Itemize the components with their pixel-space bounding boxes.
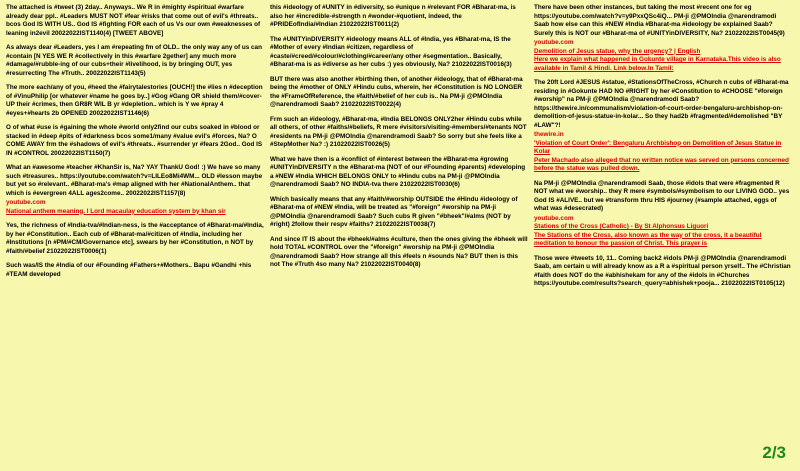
tweet-paragraph: Frm such an #ideology, #Bharat-ma, #India BELONGS ONLY2her #Hindu cubs while all others, of other #faiths/#beliefs, R mere #visitors/visiting-#members/#tenants NOT #residents na PM-ji @PMOIndia @narendramodi Saab? So sorry but she feels like a #StepMother Na? :) 21022022IST0026(5) — [270, 115, 527, 148]
link-preview-natgeo[interactable] — [6, 199, 264, 216]
tweet-paragraph: The more each/any of you, #heed the #fairytalestories [OUCH!] the #lies n #deception of #VinuPhilip [or whatever #name he goes by..] #Gog #Gang OR shield them/#cover-UP their #crimes, then GR8R WIL B yr #depletion.. which is Y we #pray 4 #eyes+#hearts 2b OPENED 20022022IST1146(6) — [6, 84, 263, 117]
tweet-paragraph: Yes, the richness of #India-tva/#Indian-ness, is the #acceptance of #Bharat-ma/#India, by her #Constitution.. Each cub of #Bharat-ma/#citizen of #India, including her #Institutions [n #PM/#CM/Governance etc], swears by her #Constitution, n NOT by #faith/#belief 21022022IST0006(1) — [6, 222, 264, 255]
link-preview-source: youtube.com — [534, 214, 574, 222]
link-preview-source: youtube.com — [6, 199, 46, 206]
link-preview-title[interactable]: National anthem meaning. l Lord macaulay education system by khan sir — [6, 207, 226, 215]
tweet-paragraph: What we have then is a #conflict of #interest between the #Bharat-ma #growing #UNITYinDIVERSITY n the #Bharat-ma (NOT of our #Founding #parents) #developing a #NEW #India WHICH BELONGS ONLY to #Hindu cubs na PM-ji @PMOIndia @narendramodi Saab? NO INDIA-tva there 21022022IST0030(6) — [270, 155, 526, 188]
link-preview-title[interactable]: Demolition of Jesus statue, why the urgency? | English — [534, 47, 701, 55]
column-middle — [270, 4, 528, 469]
tweet-paragraph: As always dear #Leaders, yes I am #repeating fm of OLD.. the only way any of us can #contain [N YES WE R #collectively in this #warfare 2gether] any much more #damage/#rubble-ing of our cubs+their #livelihood, is by bringing OUT, yes #resurrecting The #Truth.. 20022022IST1143(5) — [6, 44, 262, 77]
column-right — [534, 4, 792, 469]
tweet-paragraph: Such was/IS the #India of our #Founding #Fathers+#Mothers.. Bapu #Gandhi +his #TEAM developed — [6, 262, 252, 278]
tweet-paragraph: this #ideology of #UNITY in #diversity, so #unique n #relevant FOR #Bharat-ma, is also her #incredible-#strength n #wonder-#quotient, indeed, the #PRIDEofIndia/#Indian 21022022IST0011(2) — [270, 4, 516, 28]
tweet-paragraph: What an #awesome #teacher #KhanSir is, Na? YAY ThankU God! :) We have so many such #treasures.. https://youtube.com/watch?v=LILEo8Mi4WM... OLD #lesson maybe but yet so #relevant.. #Bharat-ma's #map aligned with her #NationalAnthem.. that which is #evergreen 4ALL ages2come.. 20022022IST1157(8) — [6, 164, 263, 197]
link-preview-source: thewire.in — [534, 131, 564, 138]
link-preview-description: Here we explain what happened in Gokunte village in Karnataka.This video is also available in Tamil & Hindi. Link below.In Tamil: — [534, 56, 781, 72]
link-preview-description: The Stations of the Cross, also known as the way of the cross, it a beautiful meditation to honour the passion of Christ. This prayer is — [534, 231, 762, 247]
tweet-paragraph: O of what #use is #gaining the whole #world only2find our cubs soaked in #blood or stacked in #deep #pits of #darkness bcos some1/many #value evil's #forces, Na? O COME AWAY frm the #shadows of evil's #threats.. #surrender yr #fears 2God.. God IS IN #CONTROL 20022022IST1150(7) — [6, 124, 263, 157]
tweet-paragraph: There have been other instances, but taking the most #recent one for eg https://youtube.com/watch?v=y9PxxQSc4iQ... PM-ji @PMOIndia @narendramodi Saab how else can this #NEW #India #Bharat-ma #ideology be explained Saab? Surely this is NOT our #Bharat-ma of #UNITYinDIVERSITY, Na? 21022022IST0045(9) — [534, 4, 785, 37]
tweet-paragraph: The attached is #tweet (3) 2day.. Anyways.. We R in #mighty #spiritual #warfare already dear ppl.. #Leaders MUST NOT #fear #risks that come out of evil's #threats.. bcos God IS WITH US.. God IS #fighting FOR each of us Vs our own #weaknesses of leaning in2evil 20022022IST1140(4) [TWEET ABOVE] — [6, 4, 261, 37]
link-preview-thewire[interactable] — [534, 131, 792, 174]
link-preview-title[interactable]: Stations of the Cross (Catholic) - By St Alphonsus Liguori — [534, 223, 709, 230]
link-preview-jesus-statue[interactable] — [534, 39, 792, 73]
link-preview-title[interactable]: 'Violation of Court Order': Bengaluru Archbishop on Demolition of Jesus Statue in Kolar — [534, 139, 782, 155]
tweet-paragraph: Na PM-ji @PMOIndia @narendramodi Saab, those #idols that were #fragmented R NOT what we #worship.. they R mere #symbols/#symbolism to our LIVING GOD.. yes God IS #ALIVE.. but we #transform thru HIS #journey (#sample attached, eggs of what was #desecrated) — [534, 179, 790, 212]
page-number: 2/3 — [762, 443, 786, 462]
tweet-paragraph: Those were #tweets 10, 11.. Coming back2 #idols PM-ji @PMOIndia @narendramodi Saab, am certain u will already know as a R a #spiritual person yrself.. The #Christian #faith does NOT do the #abhishekam for any of the #idols in #Churches https://youtube.com/results?search_query=abhishek+pooja... 21022022IST0105(12) — [534, 254, 791, 287]
link-preview-source: youtube.com — [534, 39, 574, 46]
tweet-paragraph: The #UNITYinDIVERSITY #ideology means ALL of #India, yes #Bharat-ma, IS the #Mother of every #Indian #citizen, regardless of #caste/#creed/#colour/#clothing/#career/any other #segmentation.. Basically, #Bharat-ma is as #diverse as her cubs :) yes obviously, Na? 21022022IST0016(3) — [270, 35, 512, 68]
tweet-paragraph: And since IT IS about the #bheek/#alms #culture, then the ones giving the #bheek will hold TOTAL #CONTROL over the "#foreign" #worship na PM-ji @PMOIndia @narendramodi Saab? How strange all this #feels n #sounds Na? BUT then is this not The #Truth 4so many Na? 21022022IST0040(8) — [270, 235, 528, 268]
link-preview-description: Peter Machado also alleged that no written notice was served on persons concerned before the statue was pulled down. — [534, 156, 789, 172]
link-preview-stations[interactable] — [534, 215, 792, 249]
tweet-paragraph: Which basically means that any #faith/#worship OUTSIDE the #Hindu #ideology of #Bharat-ma of #NEW #India, will be treated as "#foreign" #worship na PM-ji @PMOIndia @narendramodi Saab? Such cubs R given "#bheek"/#alms (NOT by #right) 2follow their respv #faiths? 21022022IST0038(7) — [270, 195, 518, 228]
tweet-paragraph: BUT there was also another #birthing then, of another #ideology, that of #Bharat-ma being the #mother of ONLY #Hindu cubs, wherein, her #Constitution is NO LONGER the #FrameOfReference, the #faith/#belief of her cub is.. Na PM-ji @PMOIndia @narendramodi Saab? 21022022IST0022(4) — [270, 75, 523, 108]
column-left — [6, 4, 264, 469]
tweet-paragraph: The 20ft Lord #JESUS #statue, #StationsOfTheCross, #Church n cubs of #Bharat-ma residing in #Gokunte HAD NO #RIGHT by her #Constitution to #CHOOSE "#foreign #worship" na PM-ji @PMOIndia @narendramodi Saab? https://thewire.in/communalism/violation-of-court-order-bengaluru-archbishop-on-demolition-of-jesus-statue-in-kolar... So they had2b #fragmented/#demolished "BY #LAW"?! — [534, 79, 789, 129]
